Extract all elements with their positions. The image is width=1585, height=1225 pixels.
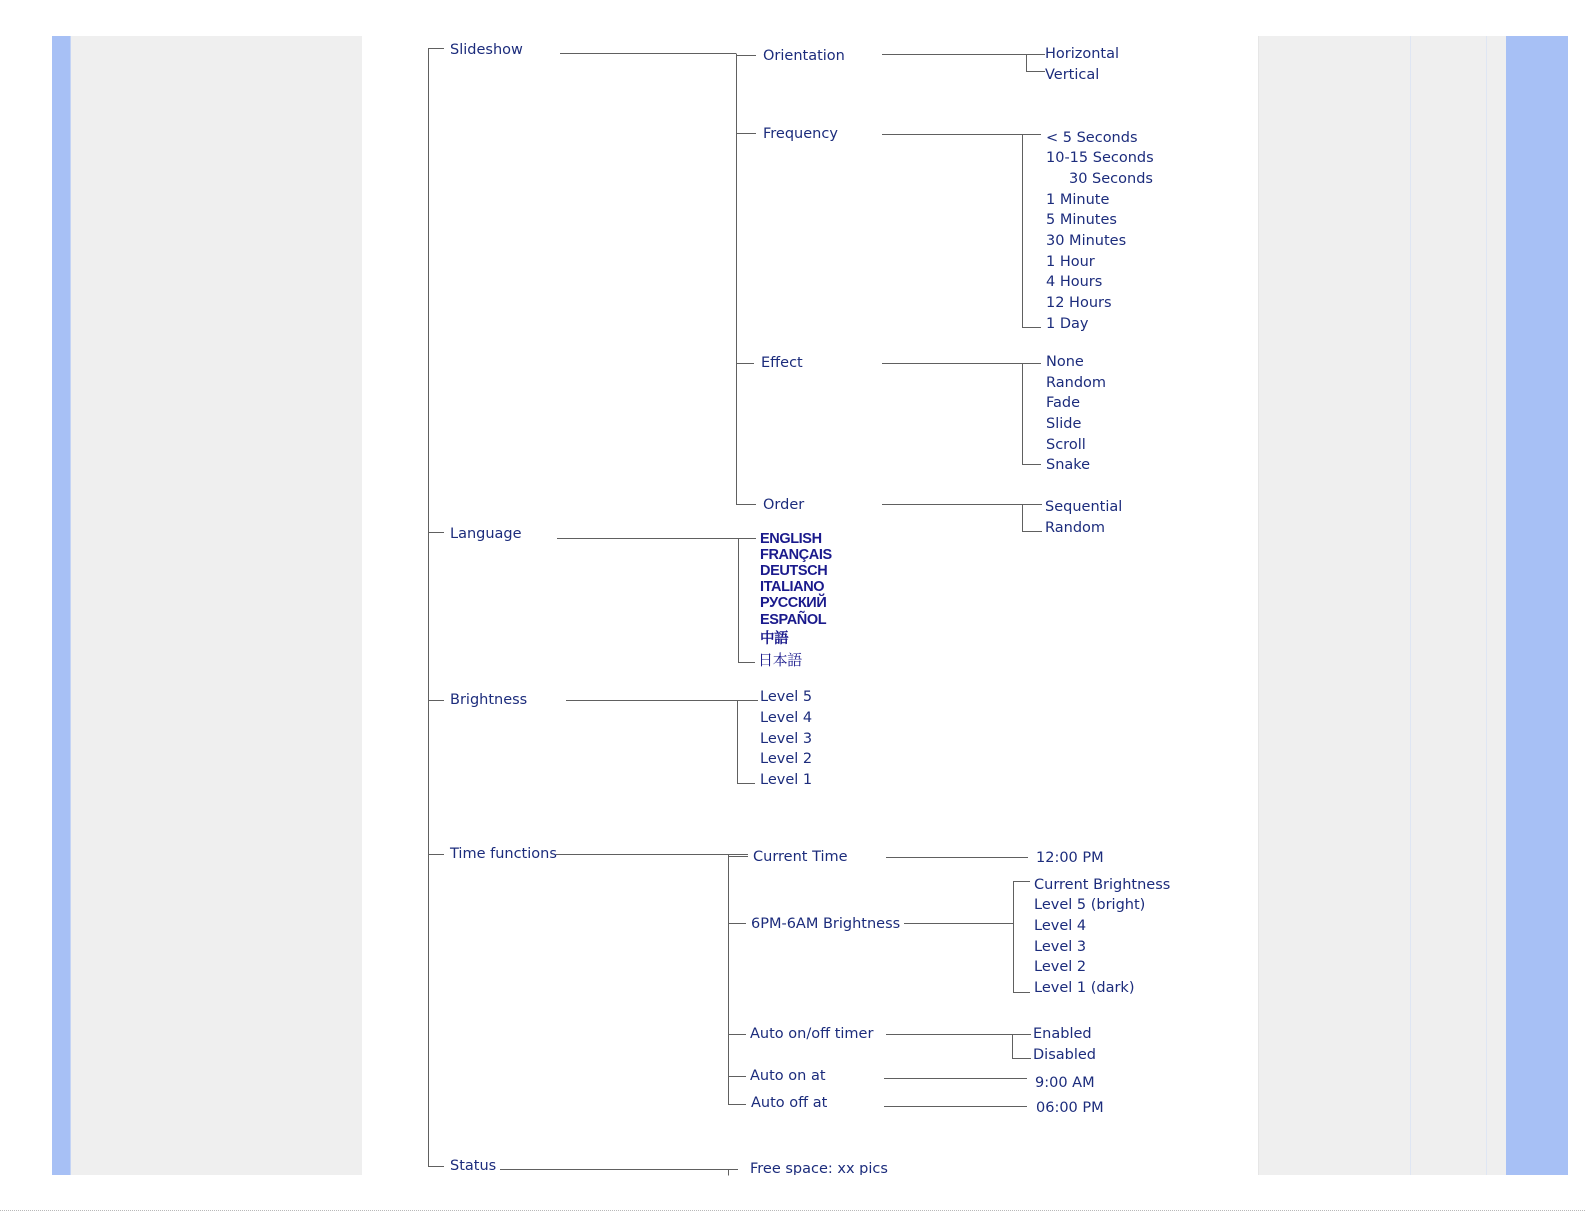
option-frequency: 30 Seconds (1069, 171, 1153, 187)
option-language: 中語 (760, 631, 789, 647)
option-night-brightness: Level 5 (bright) (1034, 897, 1146, 913)
option-brightness-level: Level 2 (760, 751, 813, 767)
option-effect: Scroll (1046, 437, 1086, 453)
option-effect: None (1046, 354, 1084, 370)
option-vertical: Vertical (1045, 67, 1100, 83)
option-night-brightness: Level 1 (dark) (1034, 980, 1135, 996)
option-night-brightness: Level 2 (1034, 959, 1087, 975)
option-frequency: 10-15 Seconds (1046, 150, 1154, 166)
option-language: ESPAÑOL (760, 612, 827, 628)
option-language: ITALIANO (760, 579, 825, 595)
menu-night-brightness: 6PM-6AM Brightness (751, 916, 901, 932)
option-effect: Random (1046, 375, 1107, 391)
menu-current-time: Current Time (753, 849, 848, 865)
option-night-brightness: Current Brightness (1034, 877, 1171, 893)
option-horizontal: Horizontal (1045, 46, 1120, 62)
menu-language: Language (450, 526, 522, 542)
value-auto-on: 9:00 AM (1035, 1075, 1095, 1091)
option-frequency: 5 Minutes (1046, 212, 1117, 228)
option-random: Random (1045, 520, 1106, 536)
option-effect: Fade (1046, 395, 1081, 411)
option-effect: Snake (1046, 457, 1091, 473)
menu-slideshow: Slideshow (450, 42, 523, 58)
option-frequency: 1 Minute (1046, 192, 1110, 208)
option-frequency: 1 Day (1046, 316, 1089, 332)
option-enabled: Enabled (1033, 1026, 1092, 1042)
option-language: DEUTSCH (760, 563, 828, 579)
value-free-space: Free space: xx pics (750, 1161, 888, 1175)
menu-order: Order (763, 497, 805, 513)
menu-status: Status (450, 1158, 497, 1174)
option-frequency: < 5 Seconds (1046, 130, 1138, 146)
menu-auto-on-at: Auto on at (750, 1068, 826, 1084)
menu-frequency: Frequency (763, 126, 838, 142)
menu-effect: Effect (761, 355, 803, 371)
option-night-brightness: Level 3 (1034, 939, 1087, 955)
option-disabled: Disabled (1033, 1047, 1096, 1063)
option-frequency: 12 Hours (1046, 295, 1112, 311)
option-frequency: 30 Minutes (1046, 233, 1127, 249)
option-night-brightness: Level 4 (1034, 918, 1087, 934)
option-sequential: Sequential (1045, 499, 1123, 515)
option-brightness-level: Level 3 (760, 731, 813, 747)
menu-auto-timer: Auto on/off timer (750, 1026, 874, 1042)
option-language: FRANÇAIS (760, 547, 832, 563)
value-current-time: 12:00 PM (1036, 850, 1104, 866)
menu-auto-off-at: Auto off at (751, 1095, 828, 1111)
menu-time-functions: Time functions (450, 846, 557, 862)
option-language: РУССКИЙ (760, 595, 827, 611)
option-language: ENGLISH (760, 531, 822, 547)
menu-brightness: Brightness (450, 692, 528, 708)
option-frequency: 4 Hours (1046, 274, 1103, 290)
option-effect: Slide (1046, 416, 1082, 432)
option-frequency: 1 Hour (1046, 254, 1095, 270)
option-brightness-level: Level 1 (760, 772, 813, 788)
menu-orientation: Orientation (763, 48, 845, 64)
value-auto-off: 06:00 PM (1036, 1100, 1104, 1116)
option-brightness-level: Level 5 (760, 689, 813, 705)
option-brightness-level: Level 4 (760, 710, 813, 726)
option-language: 日本語 (758, 652, 802, 669)
